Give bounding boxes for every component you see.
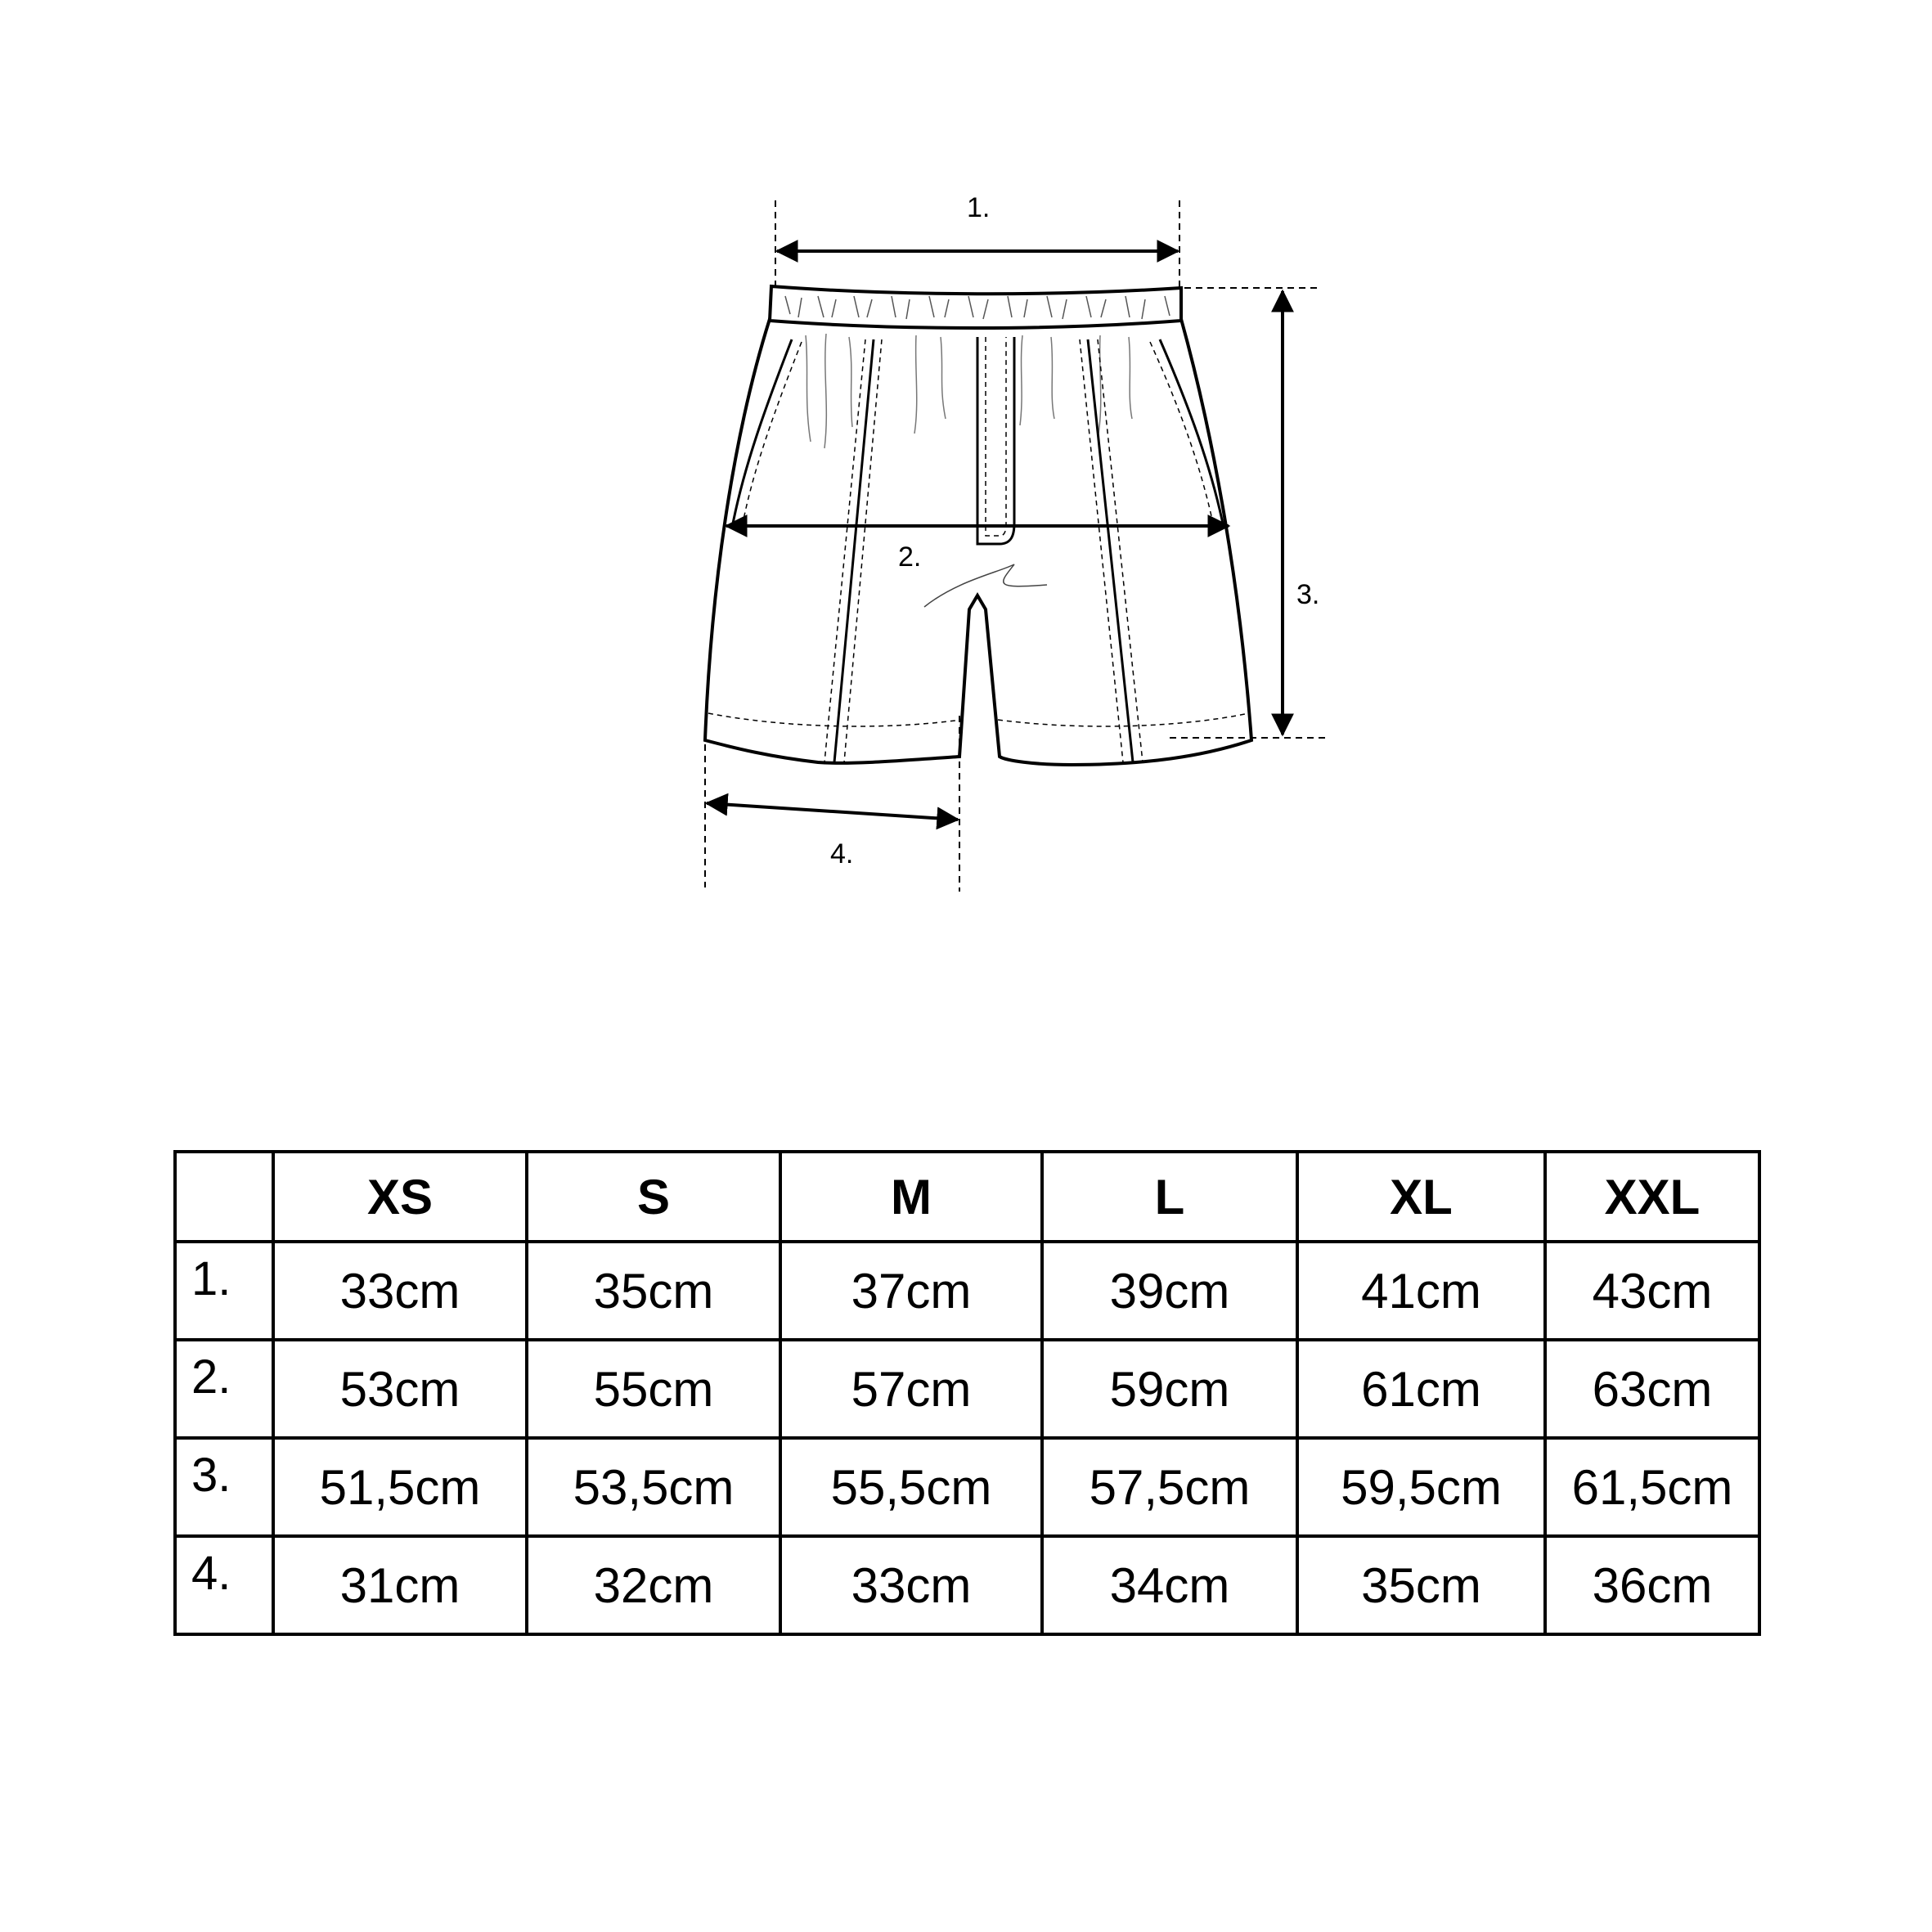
waist-label: 1. (967, 192, 991, 223)
table-cell: 59,5cm (1297, 1438, 1545, 1536)
length-label: 3. (1296, 579, 1320, 610)
table-cell: 55,5cm (780, 1438, 1042, 1536)
table-cell: 59cm (1042, 1340, 1297, 1438)
shorts-measurement-diagram (0, 0, 1932, 941)
size-header: XS (273, 1152, 527, 1242)
table-cell: 51,5cm (273, 1438, 527, 1536)
size-header: M (780, 1152, 1042, 1242)
table-cell: 53,5cm (527, 1438, 780, 1536)
table-cell: 57cm (780, 1340, 1042, 1438)
table-cell: 63cm (1545, 1340, 1759, 1438)
measurement-row-label: 4. (175, 1536, 273, 1634)
leg-opening-arrow (707, 803, 958, 820)
size-chart-table (173, 1150, 1761, 1636)
size-header-row (175, 1152, 1759, 1242)
table-cell: 35cm (527, 1242, 780, 1340)
table-cell: 43cm (1545, 1242, 1759, 1340)
table-row (175, 1438, 1759, 1536)
table-cell: 36cm (1545, 1536, 1759, 1634)
hip-label: 2. (898, 541, 922, 573)
table-row (175, 1242, 1759, 1340)
table-cell: 34cm (1042, 1536, 1297, 1634)
waistband (770, 286, 1181, 328)
table-cell: 39cm (1042, 1242, 1297, 1340)
table-cell: 55cm (527, 1340, 780, 1438)
table-cell: 33cm (273, 1242, 527, 1340)
size-header: XL (1297, 1152, 1545, 1242)
table-cell: 37cm (780, 1242, 1042, 1340)
measurement-row-label: 1. (175, 1242, 273, 1340)
table-cell: 41cm (1297, 1242, 1545, 1340)
table-cell: 61cm (1297, 1340, 1545, 1438)
table-cell: 57,5cm (1042, 1438, 1297, 1536)
size-header: L (1042, 1152, 1297, 1242)
table-cell: 61,5cm (1545, 1438, 1759, 1536)
measurement-row-label: 3. (175, 1438, 273, 1536)
table-row (175, 1536, 1759, 1634)
leg-opening-label: 4. (830, 838, 854, 869)
table-cell: 33cm (780, 1536, 1042, 1634)
table-cell: 32cm (527, 1536, 780, 1634)
measurement-row-label: 2. (175, 1340, 273, 1438)
table-cell: 53cm (273, 1340, 527, 1438)
table-cell: 35cm (1297, 1536, 1545, 1634)
size-header: S (527, 1152, 780, 1242)
table-row (175, 1340, 1759, 1438)
size-header: XXL (1545, 1152, 1759, 1242)
table-cell: 31cm (273, 1536, 527, 1634)
corner-cell (175, 1152, 273, 1242)
